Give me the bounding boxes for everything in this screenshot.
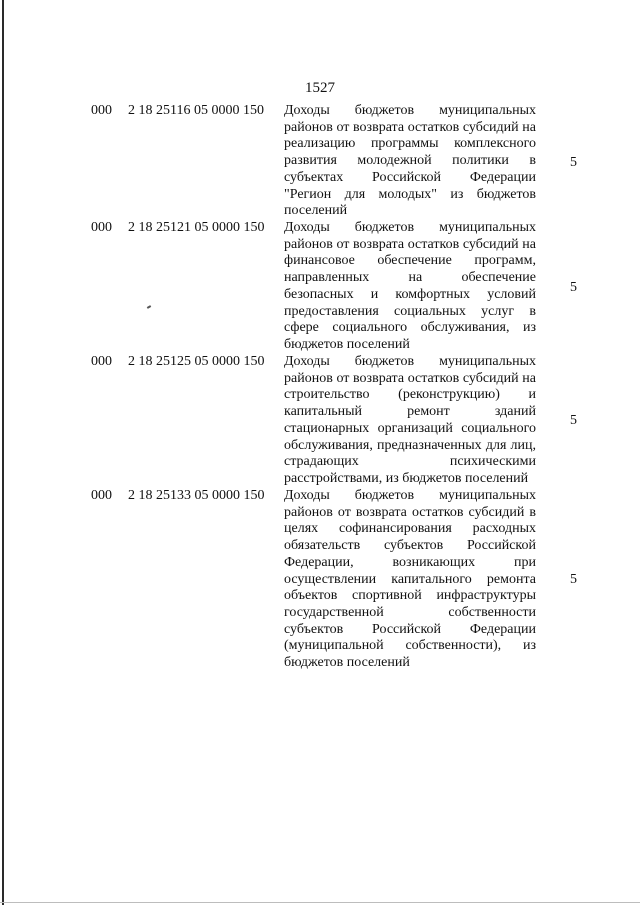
scan-page-edge-left	[2, 0, 4, 905]
budget-classification-code: 2 18 25125 05 0000 150	[128, 354, 265, 369]
amount-value: 5	[570, 572, 577, 587]
amount-value: 5	[570, 413, 577, 428]
budget-classification-code: 2 18 25116 05 0000 150	[128, 103, 264, 118]
admin-code: 000	[91, 220, 112, 235]
scan-page-edge-bottom	[0, 902, 640, 903]
amount-value: 5	[570, 155, 577, 170]
admin-code: 000	[91, 354, 112, 369]
admin-code: 000	[91, 488, 112, 503]
revenue-description: Доходы бюджетов муниципальных районов от возврата остатков субсидий на строительство (реконструкцию) и капитальный ремонт зданий стационарных организаций социального обслуживания, предназначенных для лиц, страдающих психическими расстройствами, из бюджетов поселений	[284, 354, 536, 486]
page-number: 1527	[305, 80, 335, 96]
budget-classification-code: 2 18 25133 05 0000 150	[128, 488, 265, 503]
revenue-description: Доходы бюджетов муниципальных районов от возврата остатков субсидий на финансовое обеспечение программ, направленных на обеспечение безопасных и комфортных условий предоставления социальных услуг в сфере социального обслуживания, из бюджетов поселений	[284, 220, 536, 352]
scan-artifact-mark	[147, 305, 151, 309]
admin-code: 000	[91, 103, 112, 118]
revenue-description: Доходы бюджетов муниципальных районов от возврата остатков субсидий на реализацию программы комплексного развития молодежной политики в субъектах Российской Федерации "Регион для молодых" из бюджетов поселений	[284, 103, 536, 219]
revenue-description: Доходы бюджетов муниципальных районов от возврата остатков субсидий в целях софинансирования расходных обязательств субъектов Российской Федерации, возникающих при осуществлении капитального ремонта объектов спортивной инфраструктуры государственной собственности субъектов Российской Федерации (муниципальной собственности), из бюджетов поселений	[284, 488, 536, 671]
budget-classification-code: 2 18 25121 05 0000 150	[128, 220, 265, 235]
amount-value: 5	[570, 280, 577, 295]
